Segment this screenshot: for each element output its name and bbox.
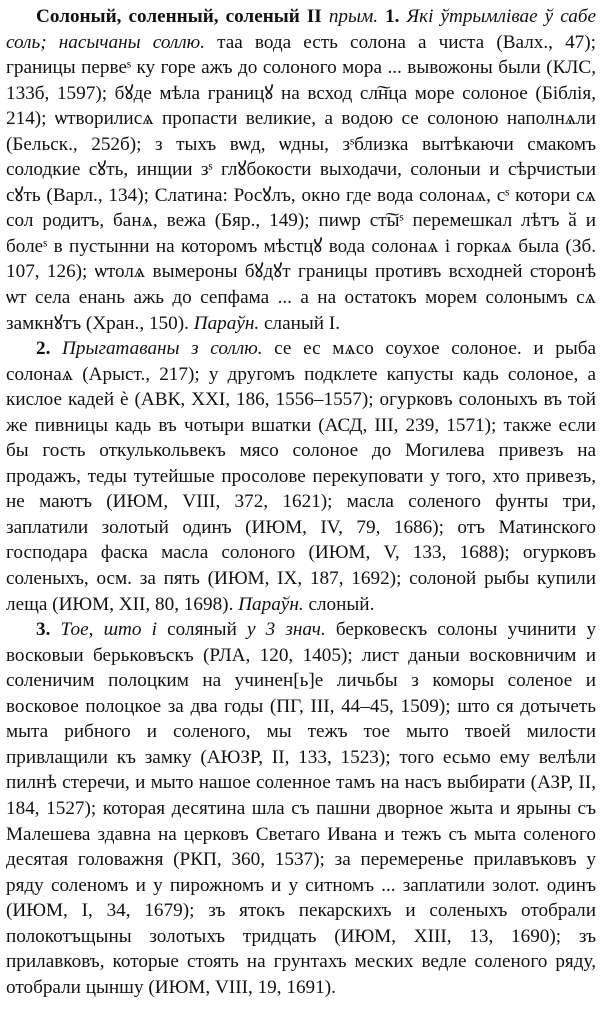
part-of-speech: прым. — [328, 6, 379, 27]
sense-2-paragraph — [6, 336, 596, 617]
sense-citations: берковескъ солоны учинити у восковыи берьковъскъ (РЛА, 120, 1405); лист даныи восковничим и соленичим полоцким на учинен[ь]е личьбы з коморы соленое и восковое полоцкое за два годы (ПГ, III, 44–45, 1509); што ся дотычеть мыта рибного и соленого, мы тежъ тое мыто твоей милости привлащили къ замку (АЮЗР, II, 133, 1523); того есьмо ему велѣли пилнѣ стеречи, и мыто нашое соленное тамъ на насъ выбирати (АЗР, II, 184, 1527); которая десятина шла съ пашни дворное жыта и ярыны съ Малешева здавна на церковъ Светаго Ивана и тежъ съ мыта соленого десятая головажня (РКП, 360, 1537); за перемеренье прилавъковъ у ряду соленомъ и у пирожномъ и у ситномъ ... заплатили золот. одинъ (ИЮМ, I, 34, 1679); зъ ятокъ пекарскихъ и соленыхъ отобрали полокотъщыны золотыхъ тридцать (ИЮМ, XIII, 13, 1690); зъ прилавковъ, которые стоять на грунтахъ меских ведле соленого ряду, отобрали цыншу (ИЮМ, VIII, 19, 1691). — [6, 619, 597, 998]
sense-1-paragraph — [6, 4, 596, 336]
sense-number: 1. — [385, 6, 400, 27]
sense-gloss: Які ўтрымлівае ў сабе соль; насычаны соллю. — [6, 6, 597, 53]
sense-gloss-before: Тое, што і — [60, 619, 157, 641]
sense-number: 3. — [36, 619, 51, 641]
sense-gloss: Прыгатаваны з соллю. — [62, 338, 263, 360]
sense-3-paragraph — [6, 617, 596, 1000]
entry-headword: Солоный, соленный, соленый II — [36, 6, 322, 27]
cross-reference-target: слоный. — [308, 593, 375, 615]
sense-citations: се ес мѧсо соухое солоное. и рыба солонаѧ (Арыст., 217); у другомъ подклете капусты кадь солоное, а кислое кадей ѐ (АВК, XXI, 186, 1556–1557); огурковъ солоныхъ въ той же пивницы кадь въ чотыри вшатки (АСД, III, 239, 1571); также если бы гость откулькольвекъ мясо солоное до Могилева привезъ на продажъ, теды тутейшые просолове перекуповати у того, хто привезъ, не маютъ (ИЮМ, VIII, 372, 1621); масла соленого фунты три, заплатили золотый одинъ (ИЮМ, IV, 79, 1686); отъ Матинского господара фаска масла солоного (ИЮМ, V, 133, 1688); огурковъ соленыхъ, осм. за пять (ИЮМ, IX, 187, 1692); солоной рыбы купили леща (ИЮМ, XII, 80, 1698). — [6, 338, 597, 615]
sense-gloss-after: у 3 знач. — [247, 619, 326, 641]
cross-reference-label: Параўн. — [193, 312, 260, 334]
sense-number: 2. — [36, 338, 51, 360]
cross-reference-label: Параўн. — [238, 593, 304, 615]
sense-citations: таа вода есть солона а чиста (Валх., 47); границы первеˢ ку горе ажъ до солоного мора ... вывожоны были (КЛС, 133б, 1597); бꙋде мѣла границꙋ на всход сл͠нца море солоное (Біблія, 214); ѡтворилисѧ пропасти великие, а водою се солоною наполнѧли (Бельск., 252б); з тыхъ вѡд, ѡдны, зˢблизка вытѣкаючи смакомъ солодкие сꙋть, инщии зˢ глꙋбокости выходачи, солоныи и сѣрчистыи сꙋть (Варл., 134); Слатина: Росꙋлъ, окно где вода солонаѧ, сˢ котори сѧ сол родитъ, банѧ, вежа (Бяр., 149); пиѡр ст͠ыˢ перемешкал лѣтъ ӑ и болеˢ в пустынни на которомъ мѣстцꙋ вода солонаѧ і горкаѧ была (Зб. 107, 126); ѡтолѧ вымероны бꙋдꙋт границы противъ всходней сторонѣ ѡт села енань ажь до сепфама ... а на остатокъ морем солонымъ сѧ замкнꙋтъ (Хран., 150). — [6, 31, 596, 334]
cross-reference-target: сланый I. — [264, 312, 341, 334]
sense-gloss-word: соляный — [167, 619, 237, 641]
